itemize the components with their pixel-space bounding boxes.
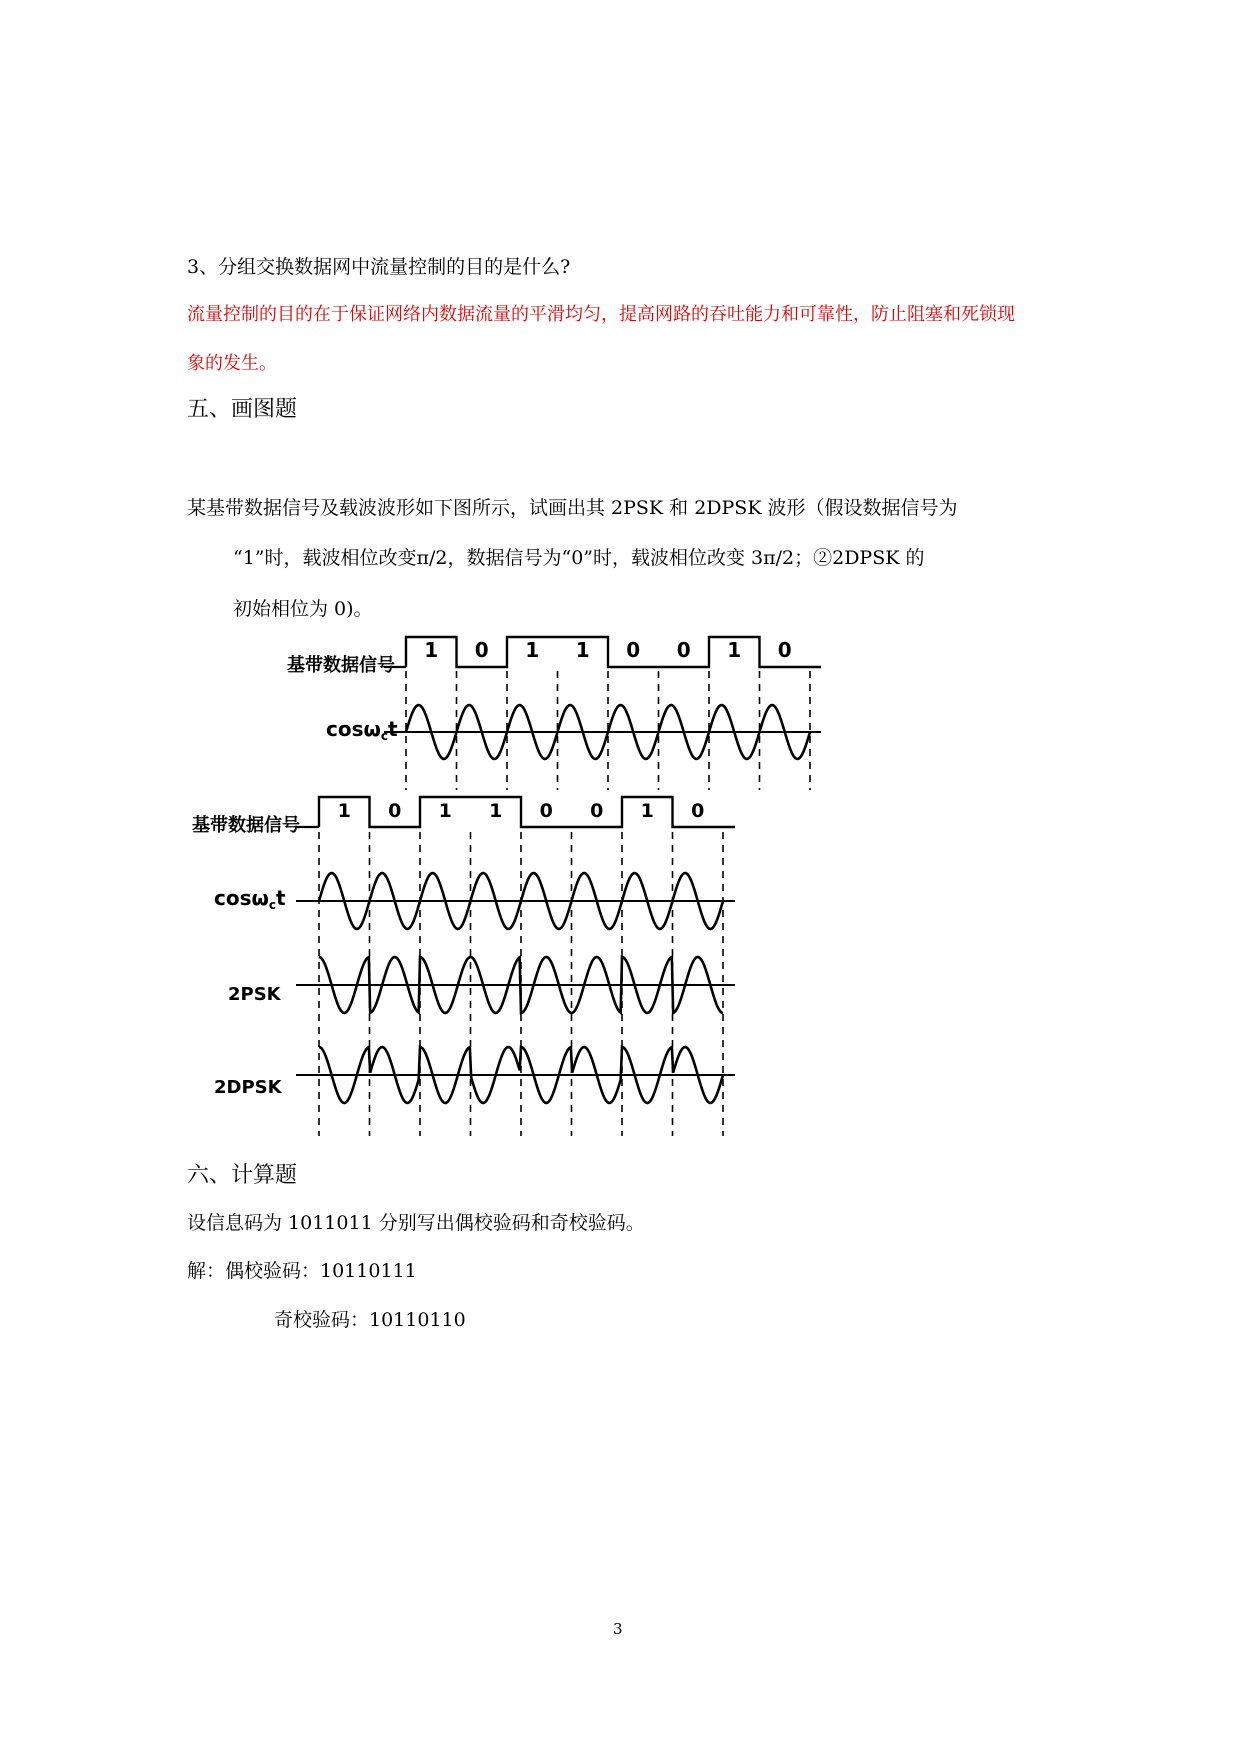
bit-label: 0 [388,800,402,822]
baseband-carrier-figure [280,625,930,795]
problem-6: 设信息码为 1011011 分别写出偶校验码和奇校验码。 [187,1212,645,1234]
bit-label: 0 [691,800,705,822]
section-5-title: 五、画图题 [187,397,298,422]
bit-label: 1 [438,800,452,822]
page-number: 3 [613,1620,623,1638]
problem-5-line-3: 初始相位为 0)。 [233,598,373,620]
bit-label: 0 [590,800,604,822]
bit-label: 0 [777,638,792,662]
bit-label: 0 [626,638,641,662]
bit-label: 0 [676,638,691,662]
problem-5-line-1: 某基带数据信号及载波波形如下图所示，试画出其 2PSK 和 2DPSK 波形（假设数据信号为 [187,497,958,519]
bit-label: 1 [575,638,590,662]
bit-label: 1 [727,638,742,662]
bit-label: 0 [539,800,553,822]
fig1-carrier-label: cosω$_c$t [326,717,398,743]
bit-label: 0 [474,638,489,662]
answer-3-line-1: 流量控制的目的在于保证网络内数据流量的平滑均匀，提高网路的吞吐能力和可靠性，防止阻塞和死锁现 [187,304,1015,325]
problem-5-line-2: “1”时，载波相位改变π/2，数据信号为“0”时，载波相位改变 3π/2；②2DPSK 的 [233,547,925,569]
answer-3-line-2: 象的发生。 [187,353,277,374]
bit-label: 1 [640,800,654,822]
psk-dpsk-figure [190,790,840,1145]
bit-label: 1 [337,800,351,822]
solution-even-parity: 解：偶校验码：10110111 [187,1260,417,1282]
baseband-signal-line [406,637,821,667]
question-3: 3、分组交换数据网中流量控制的目的是什么? [187,256,571,278]
fig2-2psk-label: 2PSK [228,984,281,1005]
fig1-signal-label: 基带数据信号 [287,655,395,676]
baseband-signal-line [319,797,735,827]
bit-label: 1 [424,638,439,662]
section-6-title: 六、计算题 [187,1163,298,1188]
fig2-carrier-label: cosω$_c$t [214,886,286,912]
bit-label: 1 [489,800,503,822]
fig2-2dpsk-label: 2DPSK [214,1077,282,1098]
solution-odd-parity: 奇校验码：10110110 [274,1309,466,1331]
fig2-signal-label: 基带数据信号 [192,815,300,836]
bit-label: 1 [525,638,540,662]
